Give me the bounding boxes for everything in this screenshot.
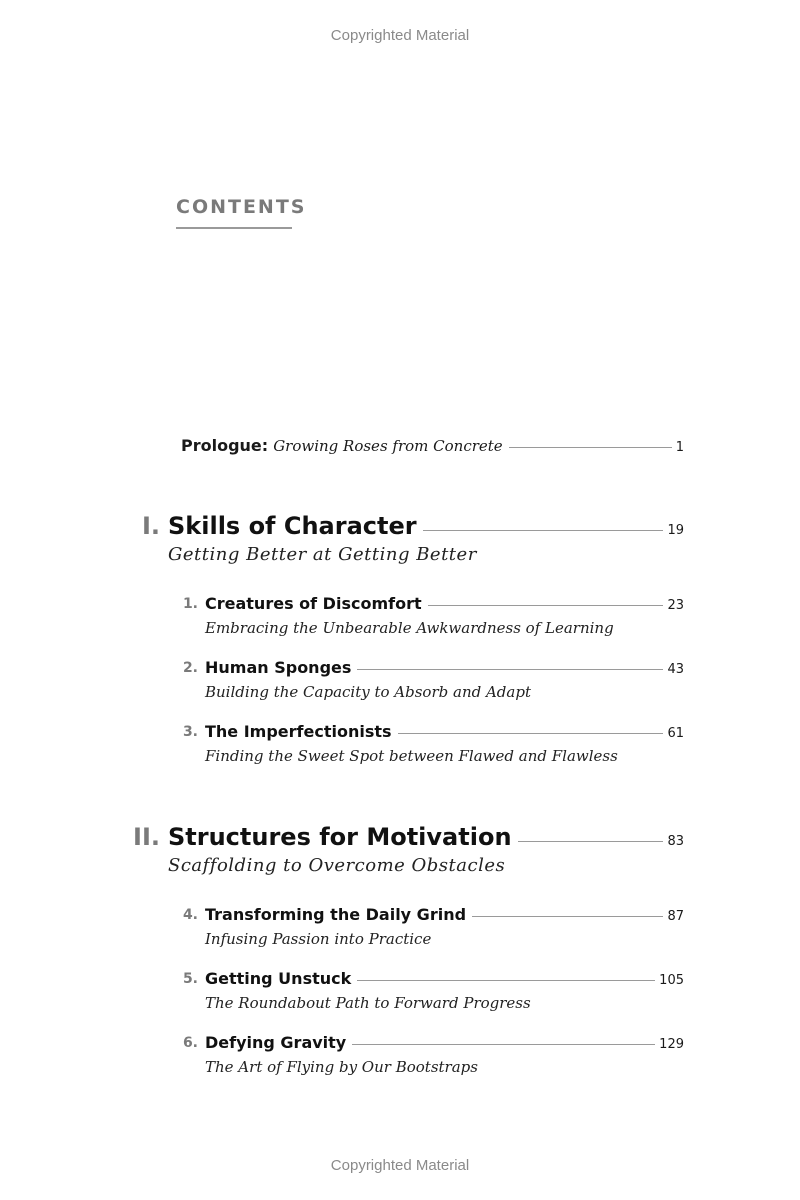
chapter-subtitle: Infusing Passion into Practice: [205, 930, 432, 948]
watermark-bottom: Copyrighted Material: [330, 1157, 470, 1174]
part-title: Structures for Motivation: [168, 823, 512, 851]
page-number: 129: [659, 1037, 684, 1052]
chapter-number: 3.: [182, 724, 198, 740]
chapter-subtitle: Embracing the Unbearable Awkwardness of Learning: [205, 619, 614, 637]
dot-leader: [357, 980, 655, 981]
page-number: 83: [667, 834, 684, 849]
part-numeral: I.: [141, 512, 160, 540]
toc-entry-chapter-2[interactable]: [205, 658, 684, 677]
page-number: 87: [667, 909, 684, 924]
page-number: 43: [667, 662, 684, 677]
page-number: 23: [667, 598, 684, 613]
chapter-number: 1.: [182, 596, 198, 612]
page-number: 61: [667, 726, 684, 741]
part-numeral: II.: [133, 823, 160, 851]
dot-leader: [472, 916, 663, 917]
part-title: Skills of Character: [168, 512, 417, 540]
prologue-subtitle: Growing Roses from Concrete: [273, 437, 503, 455]
chapter-number: 5.: [182, 971, 198, 987]
toc-entry-part-2[interactable]: [168, 823, 684, 851]
chapter-subtitle: Finding the Sweet Spot between Flawed and Flawless: [205, 747, 618, 765]
chapter-title: The Imperfectionists: [205, 722, 392, 741]
dot-leader: [357, 669, 663, 670]
prologue-label: Prologue:: [181, 436, 269, 455]
chapter-number: 2.: [182, 660, 198, 676]
toc-entry-chapter-4[interactable]: [205, 905, 684, 924]
toc-entry-chapter-1[interactable]: [205, 594, 684, 613]
chapter-subtitle: The Art of Flying by Our Bootstraps: [205, 1058, 478, 1076]
chapter-subtitle: Building the Capacity to Absorb and Adapt: [205, 683, 531, 701]
toc-entry-chapter-6[interactable]: [205, 1033, 684, 1052]
page-number: 19: [667, 523, 684, 538]
chapter-number: 6.: [182, 1035, 198, 1051]
dot-leader: [518, 841, 664, 842]
page-title: CONTENTS: [176, 196, 307, 218]
chapter-title: Transforming the Daily Grind: [205, 905, 467, 924]
part-subtitle: Scaffolding to Overcome Obstacles: [168, 855, 506, 876]
toc-entry-part-1[interactable]: [168, 512, 684, 540]
chapter-title: Defying Gravity: [205, 1033, 347, 1052]
dot-leader: [352, 1044, 655, 1045]
dot-leader: [398, 733, 664, 734]
chapter-subtitle: The Roundabout Path to Forward Progress: [205, 994, 531, 1012]
dot-leader: [428, 605, 664, 606]
toc-entry-chapter-5[interactable]: [205, 969, 684, 988]
toc-entry-prologue[interactable]: [181, 436, 684, 455]
dot-leader: [509, 447, 672, 448]
title-underline: [176, 227, 292, 229]
page-number: 105: [659, 973, 684, 988]
chapter-title: Human Sponges: [205, 658, 352, 677]
chapter-number: 4.: [182, 907, 198, 923]
watermark-top: Copyrighted Material: [330, 27, 470, 44]
chapter-title: Getting Unstuck: [205, 969, 352, 988]
page-number: 1: [675, 440, 684, 455]
dot-leader: [423, 530, 664, 531]
chapter-title: Creatures of Discomfort: [205, 594, 422, 613]
toc-entry-chapter-3[interactable]: [205, 722, 684, 741]
part-subtitle: Getting Better at Getting Better: [168, 544, 477, 565]
